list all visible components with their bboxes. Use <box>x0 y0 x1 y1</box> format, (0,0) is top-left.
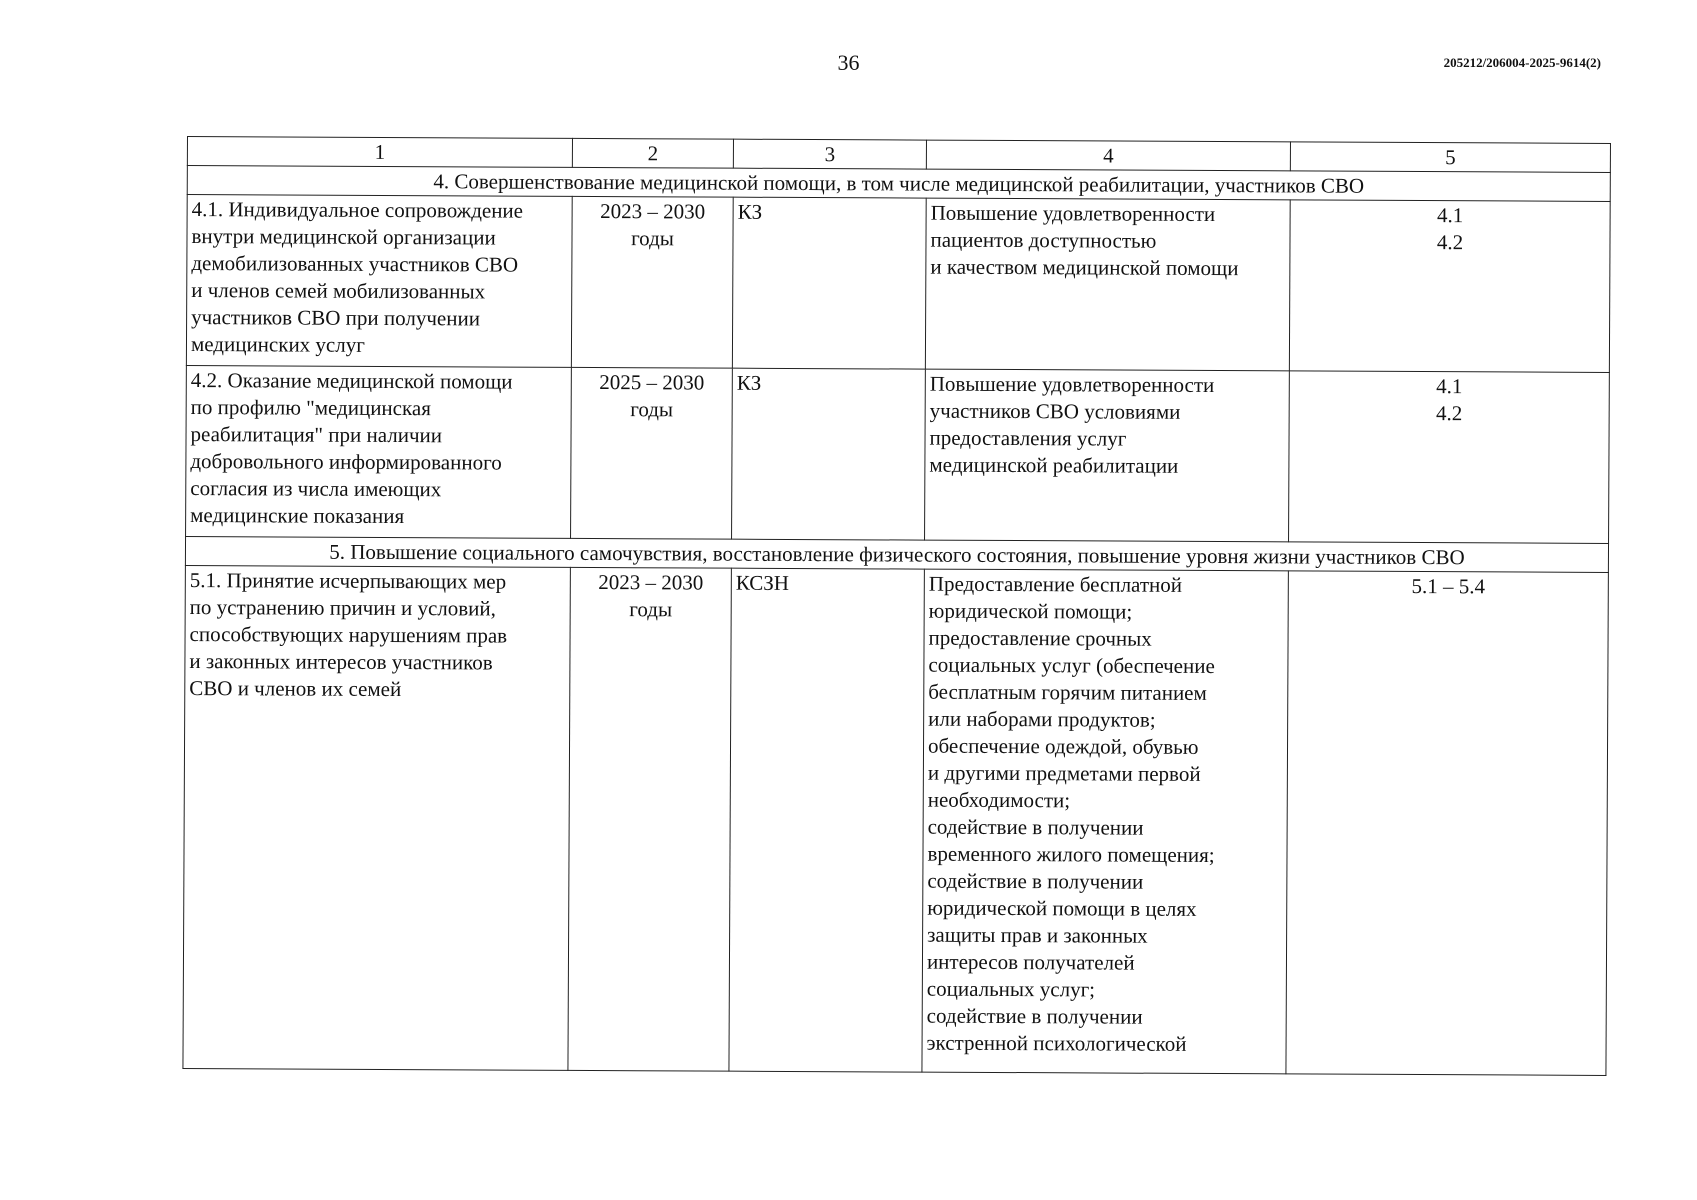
table-row <box>183 565 1608 1075</box>
period-cell: 2023 – 2030 годы <box>571 196 733 368</box>
column-number: 2 <box>572 138 733 168</box>
result-cell: Предоставление бесплатной юридической помощи; предоставление срочных социальных услуг (обеспечение бесплатным горячим питанием или наборами продуктов; обеспечение одеждой, обувью и другими предметами первой необходимости; содействие в получении временного жилого помещения; содействие в получении юридической помощи в целях защиты прав и законных интересов получателей социальных услуг; содействие в получении экстренной психологической <box>922 569 1288 1074</box>
measure-cell: 5.1. Принятие исчерпывающих мер по устранению причин и условий, способствующих нарушениям прав и законных интересов участников СВО и членов их семей <box>183 565 570 1070</box>
measure-cell: 4.1. Индивидуальное сопровождение внутри медицинской организации демобилизованных участников СВО и членов семей мобилизованных участников СВО при получении медицинских услуг <box>186 195 572 368</box>
table-row <box>186 195 1610 373</box>
document-id: 205212/206004-2025-9614(2) <box>1443 55 1601 70</box>
measure-cell: 4.2. Оказание медицинской помощи по профилю "медицинская реабилитация" при наличии добровольного информированного согласия из числа имеющих медицинские показания <box>186 365 572 538</box>
period-cell: 2023 – 2030 годы <box>568 567 731 1071</box>
column-number: 5 <box>1290 142 1610 173</box>
indicators-cell: 4.1 4.2 <box>1289 200 1610 373</box>
column-number: 3 <box>733 139 926 169</box>
measures-table <box>182 136 1611 1076</box>
section-title: 5. Повышение социального самочувствия, восстановление физического состояния, повышение уровня жизни участников СВО <box>185 536 1608 572</box>
indicators-cell: 4.1 4.2 <box>1289 371 1610 544</box>
page-number: 36 <box>837 50 860 75</box>
executor-cell: КЗ <box>732 368 926 540</box>
executor-cell: КЗ <box>732 197 926 369</box>
column-number: 4 <box>926 140 1290 171</box>
period-cell: 2025 – 2030 годы <box>571 367 733 539</box>
result-cell: Повышение удовлетворенности пациентов доступностью и качеством медицинской помощи <box>925 198 1290 371</box>
executor-cell: КСЗН <box>729 568 924 1072</box>
result-cell: Повышение удовлетворенности участников СВО условиями предоставления услуг медицинской реабилитации <box>925 369 1290 542</box>
section-title: 4. Совершенствование медицинской помощи, в том числе медицинской реабилитации, участников СВО <box>187 166 1610 202</box>
indicators-cell: 5.1 – 5.4 <box>1286 571 1608 1076</box>
table-row <box>186 365 1610 543</box>
column-number: 1 <box>187 137 572 168</box>
